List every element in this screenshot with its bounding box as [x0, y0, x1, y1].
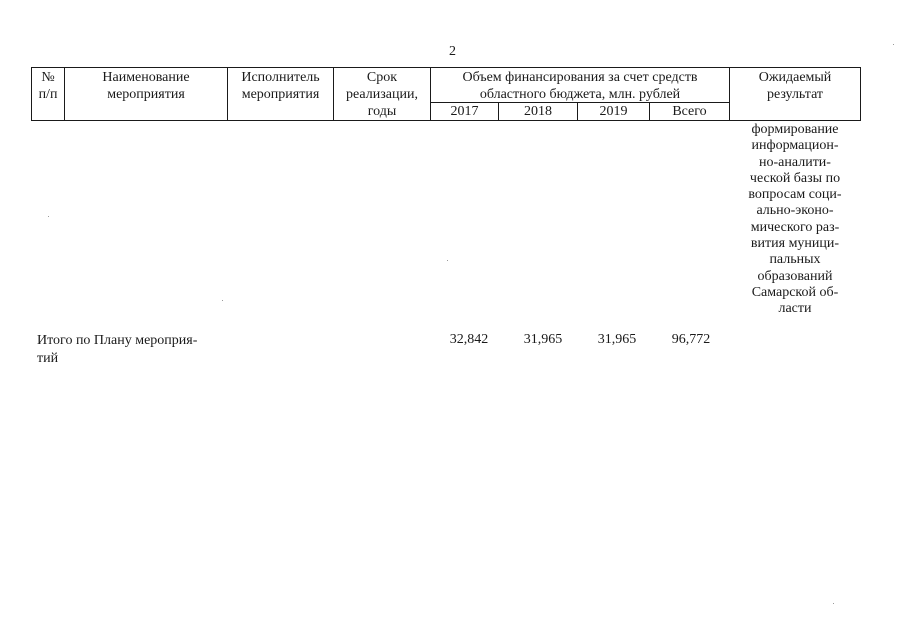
scan-speck — [447, 260, 448, 261]
header-year-2017: 2017 — [450, 104, 479, 119]
header-term: Срок реализации, годы — [346, 70, 418, 119]
col-divider — [860, 67, 861, 121]
total-all: 96,772 — [671, 332, 711, 347]
scan-speck — [222, 300, 223, 301]
header-funding: Объем финансирования за счет средств областного бюджета, млн. рублей — [462, 70, 698, 102]
table-header — [31, 67, 861, 121]
total-2019: 31,965 — [597, 332, 637, 347]
expected-result-text: формирование информацион- но-аналити- ческой базы по вопросам соци- ально-эконо- мического раз- вития муници- пальных образований Самарской об- ласти — [748, 122, 842, 317]
total-label: Итого по Плану мероприя- тий — [37, 333, 198, 366]
header-executor: Исполнитель мероприятия — [241, 70, 320, 102]
header-year-2018: 2018 — [524, 104, 552, 119]
total-2017: 32,842 — [449, 332, 489, 347]
header-num: № п/п — [38, 70, 58, 102]
header-total: Всего — [672, 104, 707, 119]
scan-speck — [893, 44, 894, 45]
header-year-2019: 2019 — [599, 104, 628, 119]
header-top-border — [31, 67, 861, 68]
header-result: Ожидаемый результат — [758, 70, 832, 102]
scan-speck — [48, 216, 49, 217]
total-2018: 31,965 — [523, 332, 563, 347]
header-name: Наименование мероприятия — [102, 70, 190, 102]
page-number: 2 — [449, 44, 456, 59]
scan-speck — [833, 603, 834, 604]
header-bottom-border — [31, 120, 861, 121]
